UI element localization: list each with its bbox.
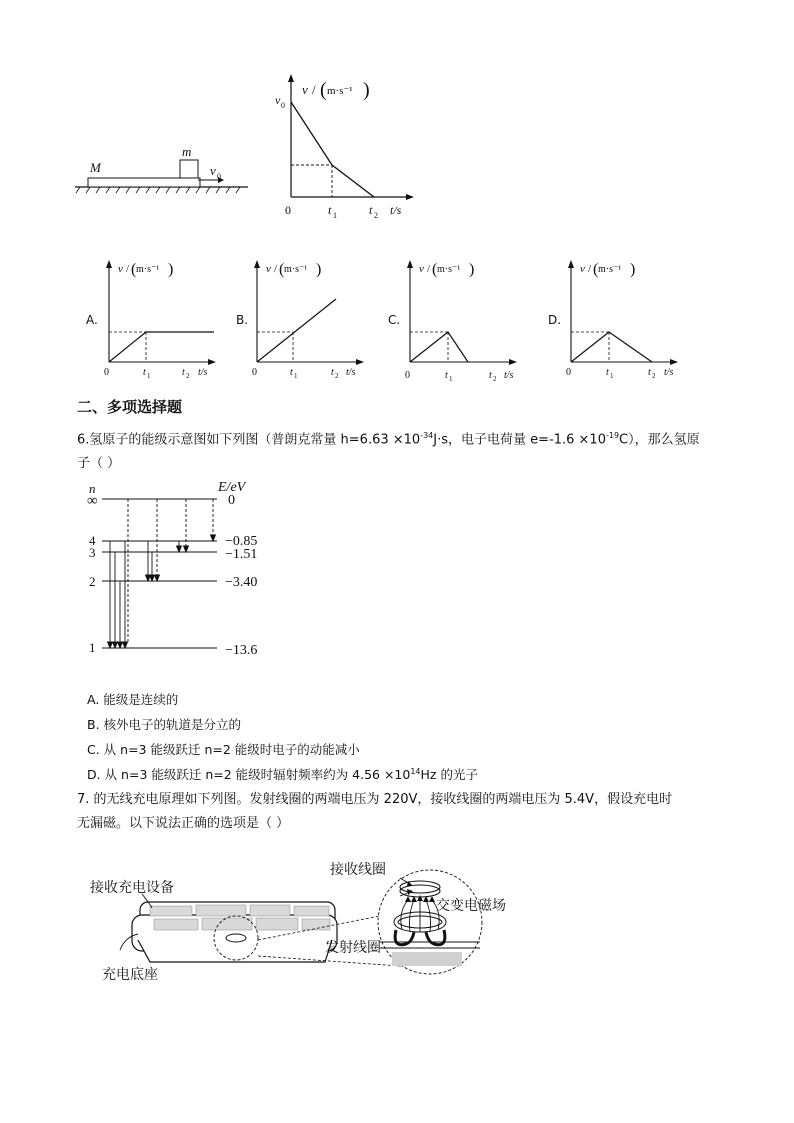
label-m: m xyxy=(182,144,192,159)
svg-text:3: 3 xyxy=(89,545,96,560)
svg-text:/: / xyxy=(588,263,592,275)
option-graph-b xyxy=(234,254,374,384)
svg-text:t: t xyxy=(445,370,448,381)
option-graph-d xyxy=(546,254,686,384)
svg-text:m·s⁻¹: m·s⁻¹ xyxy=(327,85,353,97)
svg-text:t: t xyxy=(606,367,609,378)
svg-text:1: 1 xyxy=(610,372,614,380)
svg-text:1: 1 xyxy=(449,375,453,383)
svg-text:(: ( xyxy=(279,261,285,278)
svg-text:∞: ∞ xyxy=(87,493,98,509)
label-receiver-device: 接收充电设备 xyxy=(90,880,174,896)
svg-text:t: t xyxy=(369,203,373,217)
svg-text:t: t xyxy=(290,367,293,378)
svg-text:2: 2 xyxy=(89,574,96,589)
svg-text:t: t xyxy=(328,203,332,217)
svg-text:1: 1 xyxy=(294,372,298,380)
svg-text:t/s: t/s xyxy=(198,367,208,378)
svg-text:): ) xyxy=(316,261,322,278)
svg-text:): ) xyxy=(630,261,636,278)
plank-M xyxy=(88,178,200,187)
svg-text:m·s⁻¹: m·s⁻¹ xyxy=(598,264,622,275)
main-vt-graph xyxy=(270,72,420,222)
svg-text:m·s⁻¹: m·s⁻¹ xyxy=(284,264,308,275)
svg-text:t: t xyxy=(331,367,334,378)
svg-text:0: 0 xyxy=(281,101,285,110)
svg-text:2: 2 xyxy=(652,372,656,380)
svg-text:2: 2 xyxy=(335,372,339,380)
svg-text:(: ( xyxy=(131,261,137,278)
svg-text:(: ( xyxy=(320,79,327,101)
label-receive-coil: 接收线圈 xyxy=(330,862,386,878)
svg-text:−13.6: −13.6 xyxy=(225,643,258,658)
svg-text:/: / xyxy=(312,82,316,97)
option-d-label: D. xyxy=(548,313,562,327)
svg-text:v: v xyxy=(118,263,123,275)
svg-text:1: 1 xyxy=(89,640,96,655)
option-c-label: C. xyxy=(388,313,401,327)
svg-text:4: 4 xyxy=(89,533,96,548)
svg-text:2: 2 xyxy=(493,375,497,383)
svg-text:v: v xyxy=(302,82,308,97)
svg-text:−0.85: −0.85 xyxy=(225,534,258,549)
svg-text:v: v xyxy=(419,263,424,275)
svg-text:t/s: t/s xyxy=(346,367,356,378)
svg-text:m·s⁻¹: m·s⁻¹ xyxy=(437,264,461,275)
label-v0: v xyxy=(210,163,216,178)
svg-text:2: 2 xyxy=(374,211,378,220)
q6-option-a[interactable]: A. 能级是连续的 xyxy=(87,692,179,707)
svg-text:t/s: t/s xyxy=(390,203,402,217)
label-transmit-coil: 发射线圈 xyxy=(325,940,381,956)
svg-text:1: 1 xyxy=(333,211,337,220)
svg-text:−1.51: −1.51 xyxy=(225,547,258,562)
svg-text:0: 0 xyxy=(217,172,221,181)
svg-text:/: / xyxy=(274,263,278,275)
svg-text:0: 0 xyxy=(405,370,410,381)
svg-text:t/s: t/s xyxy=(504,370,514,381)
svg-text:0: 0 xyxy=(228,493,235,508)
svg-text:n: n xyxy=(89,481,96,496)
section-title: 二、多项选择题 xyxy=(77,398,183,416)
main-graph-line xyxy=(291,102,374,197)
svg-text:/: / xyxy=(126,263,130,275)
svg-text:): ) xyxy=(469,261,475,278)
label-ac-field: 交变电磁场 xyxy=(436,898,506,914)
svg-text:(: ( xyxy=(432,261,438,278)
svg-text:v: v xyxy=(580,263,585,275)
option-graph-a xyxy=(84,254,224,384)
block-m xyxy=(180,160,198,178)
wireless-charging-figure xyxy=(80,852,530,987)
svg-text:t: t xyxy=(489,370,492,381)
svg-text:t: t xyxy=(143,367,146,378)
svg-text:v: v xyxy=(266,263,271,275)
energy-level-diagram xyxy=(80,474,280,664)
option-a-label: A. xyxy=(86,313,98,327)
svg-text:−3.40: −3.40 xyxy=(225,575,258,590)
svg-text:t: t xyxy=(182,367,185,378)
q6-text: 6.氢原子的能级示意图如下列图（普朗克常量 $h=6.63 \times 10^{-34}J\cdot s$，电子电荷量 $e=-1.6 \times 10^{-19}C$），那么氢原 子（ ） xyxy=(77,431,700,472)
svg-text:0: 0 xyxy=(252,367,257,378)
svg-text:0: 0 xyxy=(104,367,109,378)
label-charging-base: 充电底座 xyxy=(102,967,158,983)
svg-text:/: / xyxy=(427,263,431,275)
block-plank-figure xyxy=(70,140,250,200)
q6-option-b[interactable]: B. 核外电子的轨道是分立的 xyxy=(87,717,242,732)
q7-text: 7. 的无线充电原理如下列图。发射线圈的两端电压为 220V，接收线圈的两端电压为 5.4V，假设充电时 无漏磁。以下说法正确的选项是（ ） xyxy=(77,792,673,831)
option-graph-c xyxy=(386,254,526,384)
svg-text:v: v xyxy=(275,93,281,107)
svg-text:0: 0 xyxy=(566,367,571,378)
label-M: M xyxy=(90,160,101,175)
svg-text:(: ( xyxy=(593,261,599,278)
q6-option-d[interactable]: D. 从 n=3 能级跃迁 n=2 能级时辐射频率约为 $4.56 \times 10^{14}Hz$ 的光子 xyxy=(87,766,478,782)
option-b-label: B. xyxy=(236,313,249,327)
svg-text:2: 2 xyxy=(186,372,190,380)
q6-option-c[interactable]: C. 从 n=3 能级跃迁 n=2 能级时电子的动能减小 xyxy=(87,742,360,757)
svg-text:1: 1 xyxy=(147,372,151,380)
svg-text:): ) xyxy=(363,79,370,101)
svg-text:t/s: t/s xyxy=(664,367,674,378)
svg-text:): ) xyxy=(168,261,174,278)
svg-text:E/eV: E/eV xyxy=(218,480,246,495)
svg-text:m·s⁻¹: m·s⁻¹ xyxy=(136,264,160,275)
svg-text:0: 0 xyxy=(285,203,291,217)
svg-text:t: t xyxy=(648,367,651,378)
